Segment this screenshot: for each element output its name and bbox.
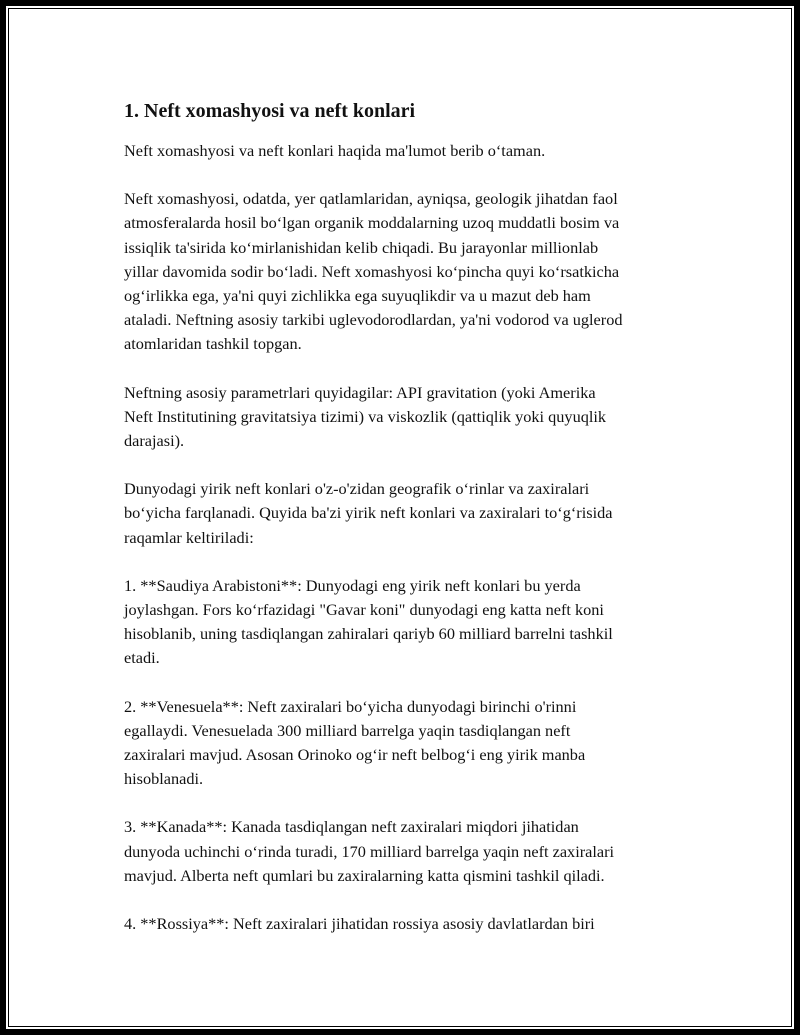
- list-item-saudi-arabia: 1. **Saudiya Arabistoni**: Dunyodagi eng yirik neft konlari bu yerda joylashgan. Fors ko‘rfazidagi "Gavar koni" dunyodagi eng katta neft koni hisoblanib, uning tasdiqlangan zahiralari qariyb 60 milliard barrelni tashkil etadi.: [124, 575, 613, 668]
- document-body: [124, 96, 704, 960]
- list-item-venezuela: 2. **Venesuela**: Neft zaxiralari bo‘yicha dunyodagi birinchi o'rinni egallaydi. Venesuelada 300 milliard barrelga yaqin tasdiqlangan neft zaxiralari mavjud. Asosan Orinoko og‘ir neft belbog‘i eng yirik manba hisoblanadi.: [124, 696, 586, 789]
- paragraph-parameters: Neftning asosiy parametrlari quyidagilar: API gravitation (yoki Amerika Neft Institutining gravitatsiya tizimi) va viskozlik (qattiqlik yoki quyuqlik darajasi).: [124, 382, 607, 451]
- list-item-russia: 4. **Rossiya**: Neft zaxiralari jihatidan rossiya asosiy davlatlardan biri: [124, 914, 595, 934]
- list-item-canada: 3. **Kanada**: Kanada tasdiqlangan neft zaxiralari miqdori jihatidan dunyoda uchinchi o‘rinda turadi, 170 milliard barrelga yaqin neft zaxiralari mavjud. Alberta neft qumlari bu zaxiralarning katta qismini tashkil qiladi.: [124, 817, 615, 885]
- paragraph-intro: Neft xomashyosi va neft konlari haqida ma'lumot berib o‘taman.: [124, 141, 546, 160]
- document-title: 1. Neft xomashyosi va neft konlari: [124, 100, 416, 122]
- paragraph-origin: Neft xomashyosi, odatda, yer qatlamlaridan, ayniqsa, geologik jihatdan faol atmosferalarda hosil bo‘lgan organik moddalarning uzoq muddatli bosim va issiqlik ta'sirida ko‘mirlanishidan kelib chiqadi. Bu jarayonlar millionlab yillar davomida sodir bo‘ladi. Neft xomashyosi ko‘pincha quyi ko‘rsatkicha og‘irlikka ega, ya'ni quyi zichlikka ega suyuqlikdir va u mazut deb ham ataladi. Neftning asosiy tarkibi uglevodorodlardan, ya'ni vodorod va uglerod atomlaridan tashkil topgan.: [124, 189, 623, 354]
- paragraph-major-fields: Dunyodagi yirik neft konlari o'z-o'zidan geografik o‘rinlar va zaxiralari bo‘yicha farqlanadi. Quyida ba'zi yirik neft konlari va zaxiralari to‘g‘risida raqamlar keltiriladi:: [124, 479, 613, 547]
